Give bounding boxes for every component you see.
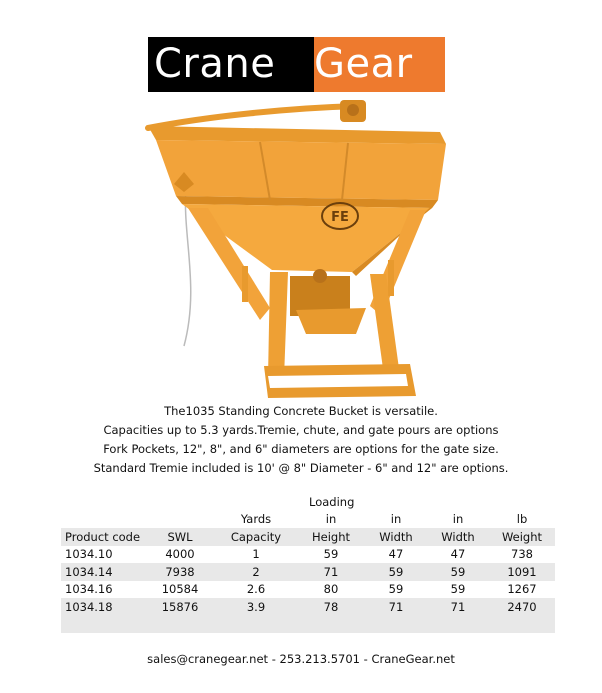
column-header: Product code <box>61 528 145 546</box>
table-cell: 2.6 <box>246 582 266 597</box>
table-row <box>61 581 555 599</box>
header-row-loading <box>61 493 555 511</box>
table-cell: 1034.18 <box>61 598 145 616</box>
table-cell: 59 <box>450 582 466 597</box>
table-row <box>61 546 555 564</box>
table-cell: 59 <box>427 563 489 581</box>
table-cell: 15876 <box>145 598 215 616</box>
concrete-bucket-photo <box>120 96 480 401</box>
description-line: Standard Tremie included is 10' @ 8" Diameter - 6" and 12" are options. <box>93 461 509 475</box>
contact-info: sales@cranegear.net - 253.213.5701 - CraneGear.net <box>147 652 455 666</box>
table-cell: 7938 <box>145 563 215 581</box>
table-cell: 59 <box>323 547 339 562</box>
column-header: Weight <box>489 528 555 546</box>
column-header: Width <box>427 528 489 546</box>
table-cell: 80 <box>323 582 339 597</box>
weight-unit: lb <box>516 512 528 527</box>
column-header: Capacity <box>215 528 297 546</box>
table-row <box>61 598 555 616</box>
logo-crane-text: Crane <box>148 37 314 92</box>
table-cell: 10584 <box>161 582 199 597</box>
description-line: The1035 Standing Concrete Bucket is versatile. <box>164 404 438 418</box>
table-cell: 1091 <box>489 563 555 581</box>
table-cell: 59 <box>388 582 404 597</box>
height-unit: in <box>325 512 337 527</box>
table-cell: 738 <box>511 547 533 562</box>
table-cell: 1 <box>252 547 260 562</box>
width-unit: in <box>390 512 402 527</box>
column-header: Height <box>297 528 365 546</box>
table-cell: 47 <box>450 547 466 562</box>
product-description <box>0 402 602 478</box>
header-row-units <box>61 511 555 529</box>
width2-unit: in <box>452 512 464 527</box>
table-cell: 71 <box>427 598 489 616</box>
table-cell: 1034.14 <box>61 563 145 581</box>
table-cell: 2 <box>215 563 297 581</box>
loading-header: Loading <box>309 494 355 509</box>
table-row-empty <box>61 616 555 634</box>
table-cell: 71 <box>365 598 427 616</box>
table-cell: 2470 <box>489 598 555 616</box>
cranegear-logo <box>148 37 445 92</box>
table-cell: 78 <box>297 598 365 616</box>
table-cell: 47 <box>388 547 404 562</box>
column-header: Width <box>365 528 427 546</box>
table-cell: 1034.10 <box>65 547 113 562</box>
yards-unit: Yards <box>240 512 272 527</box>
description-line: Fork Pockets, 12", 8", and 6" diameters are options for the gate size. <box>103 442 499 456</box>
fe-badge-text: FE <box>331 210 349 225</box>
column-header: SWL <box>145 528 215 546</box>
specification-table <box>61 493 555 633</box>
logo-gear-text: Gear <box>314 37 445 92</box>
description-line: Capacities up to 5.3 yards.Tremie, chute, and gate pours are options <box>103 423 499 437</box>
table-cell: 1034.16 <box>65 582 113 597</box>
header-row-labels <box>61 528 555 546</box>
table-cell: 59 <box>365 563 427 581</box>
table-row <box>61 563 555 581</box>
table-cell: 3.9 <box>215 598 297 616</box>
table-cell: 71 <box>297 563 365 581</box>
table-cell: 4000 <box>165 547 195 562</box>
table-cell: 1267 <box>507 582 537 597</box>
